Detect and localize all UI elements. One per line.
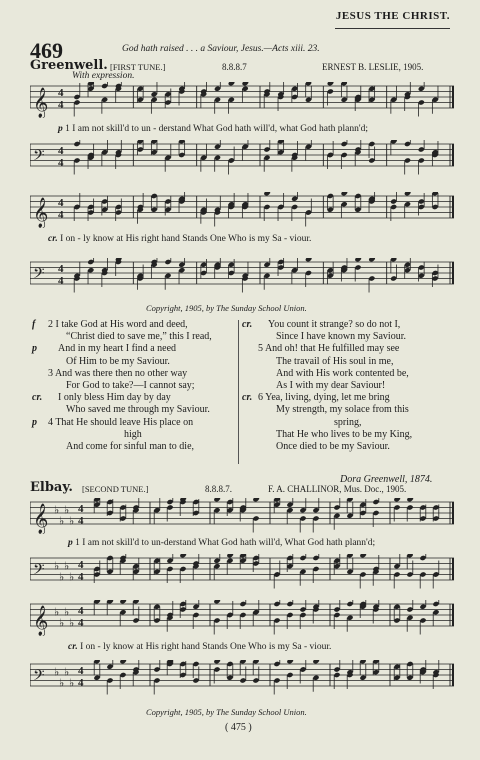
flat-icon: ♭ <box>69 616 75 630</box>
treble-clef-icon: 𝄞 <box>33 88 49 118</box>
verse-number: 5 <box>258 343 263 355</box>
verse-column-divider <box>238 320 239 464</box>
verse-line <box>34 417 234 429</box>
verse-text: You count it strange? so do not I, <box>268 319 401 330</box>
verses-left-column <box>34 319 234 453</box>
time-signature: 4 <box>58 263 64 275</box>
verse-line <box>244 331 454 343</box>
treble-clef-icon: 𝄞 <box>33 198 49 228</box>
verse-line <box>244 441 454 453</box>
time-signature: 4 <box>58 145 64 157</box>
running-title: JESUS THE CHRIST. <box>335 10 450 22</box>
bass-clef-icon: 𝄢 <box>33 265 45 286</box>
verse-line <box>244 319 454 331</box>
flat-icon: ♭ <box>59 514 65 528</box>
verse-text: For God to take?—I cannot say; <box>66 380 195 392</box>
verse-text: And with His work contented be, <box>276 367 409 379</box>
verse-line <box>34 368 234 380</box>
tune2-copyright: Copyright, 1905, by The Sunday School Union. <box>146 707 307 717</box>
verse-line <box>34 356 234 368</box>
verse-line <box>244 392 454 404</box>
time-signature: 4 <box>58 275 64 287</box>
tune2-line2-lyric-row <box>68 642 331 652</box>
verse-line <box>34 392 234 404</box>
time-signature: 4 <box>78 559 84 571</box>
tune1-system1-bass <box>30 140 454 176</box>
tune1-tag: [FIRST TUNE.] <box>110 62 166 72</box>
dynamic-mark: p <box>32 343 37 355</box>
epigraph: God hath raised . . . a Saviour, Jesus.—Acts xiii. 23. <box>122 44 320 54</box>
flat-icon: ♭ <box>64 503 70 517</box>
verse-text: Since I have known my Saviour. <box>276 331 406 343</box>
bass-clef-icon: 𝄢 <box>33 667 45 688</box>
time-signature: 4 <box>78 571 84 583</box>
verse-line <box>34 441 234 453</box>
flat-icon: ♭ <box>69 676 75 690</box>
time-signature: 4 <box>78 677 84 689</box>
tune1-line1-lyric-row <box>58 124 368 134</box>
verse-text: Once died to be my Saviour. <box>276 441 390 453</box>
verses-right-column <box>244 319 454 453</box>
verse-line <box>244 417 454 429</box>
tune1-system2-treble <box>30 192 454 228</box>
tune2-line2-mark: cr. <box>68 642 78 652</box>
verse-text: I take God at His word and deed, <box>55 319 188 330</box>
bass-clef-icon: 𝄢 <box>33 147 45 168</box>
verse-text: That He should leave His place on <box>55 416 194 428</box>
flat-icon: ♭ <box>64 665 70 679</box>
verse-text: “Christ died to save me,” this I read, <box>66 331 212 343</box>
verse-number: 3 <box>48 367 53 379</box>
verse-line <box>244 429 454 441</box>
verse-line <box>244 356 454 368</box>
flat-icon: ♭ <box>69 514 75 528</box>
flat-icon: ♭ <box>64 605 70 619</box>
tune2-line1-mark: p <box>68 538 73 548</box>
tune2-tag: [SECOND TUNE.] <box>82 484 149 494</box>
verse-line <box>34 429 234 441</box>
verse-text: And in my heart I find a need <box>58 343 177 355</box>
time-signature: 4 <box>58 87 64 99</box>
header-rule <box>335 28 450 29</box>
time-signature: 4 <box>78 665 84 677</box>
tune2-meter: 8.8.8.7. <box>205 484 232 494</box>
flat-icon: ♭ <box>59 676 65 690</box>
verse-text: And oh! that He fulfilled may see <box>264 343 400 355</box>
tune1-direction: With expression. <box>72 71 135 81</box>
tune1-composer: ERNEST B. LESLIE, 1905. <box>322 62 424 72</box>
tune1-line2-mark: cr. <box>48 234 58 244</box>
verse-number: 6 <box>258 392 263 404</box>
verse-text: high <box>124 428 142 440</box>
flat-icon: ♭ <box>69 570 75 584</box>
verse-line <box>244 343 454 355</box>
flat-icon: ♭ <box>54 503 60 517</box>
verse-line <box>34 319 234 331</box>
bass-clef-icon: 𝄢 <box>33 561 45 582</box>
dynamic-mark: f <box>32 319 36 330</box>
verse-line <box>34 404 234 416</box>
tune2-line2-lyric: I on - ly know at His right hand Stands One Who is my Sa - viour. <box>80 642 332 652</box>
verse-text: Who saved me through my Saviour. <box>66 404 210 416</box>
verse-number: 4 <box>48 416 53 428</box>
verse-text: And was there then no other way <box>54 367 188 379</box>
dynamic-mark: cr. <box>242 319 253 330</box>
flat-icon: ♭ <box>54 605 60 619</box>
dynamic-mark: cr. <box>242 392 253 404</box>
tune2-line1-lyric: 1 I am not skill'd to un-derstand What God hath will'd, What God hath plann'd; <box>75 538 376 548</box>
verse-line <box>244 380 454 392</box>
tune1-line1-lyric: 1 I am not skill'd to un - derstand What God hath will'd, what God hath plann'd; <box>65 124 368 134</box>
flat-icon: ♭ <box>59 570 65 584</box>
flat-icon: ♭ <box>64 559 70 573</box>
verse-text: My strength, my solace from this <box>276 404 409 416</box>
verse-text: Of Him to be my Saviour. <box>66 355 170 367</box>
dynamic-mark: p <box>32 416 37 428</box>
tune1-line2-lyric: I on - ly know at His right hand Stands One Who is my Sa - viour. <box>60 234 312 244</box>
time-signature: 4 <box>78 503 84 515</box>
dynamic-mark: cr. <box>32 392 43 404</box>
verse-line <box>244 368 454 380</box>
tune2-system1-bass <box>30 554 454 590</box>
verse-line <box>34 343 234 355</box>
tune1-name: Greenwell. <box>30 58 108 73</box>
tune2-composer: F. A. CHALLINOR, Mus. Doc., 1905. <box>268 484 407 494</box>
time-signature: 4 <box>58 197 64 209</box>
flat-icon: ♭ <box>59 616 65 630</box>
treble-clef-icon: 𝄞 <box>33 606 49 636</box>
tune1-system2-bass <box>30 258 454 298</box>
verse-text: Yea, living, dying, let me bring <box>265 392 390 404</box>
verse-number: 2 <box>48 319 53 330</box>
verse-line <box>34 331 234 343</box>
verse-attribution: Dora Greenwell, 1874. <box>340 474 433 485</box>
time-signature: 4 <box>58 99 64 111</box>
verse-text: As I with my dear Saviour! <box>276 380 386 392</box>
time-signature: 4 <box>78 617 84 629</box>
verse-line <box>34 380 234 392</box>
tune2-system2-bass <box>30 660 454 698</box>
flat-icon: ♭ <box>54 559 60 573</box>
verse-text: The travail of His soul in me, <box>276 355 394 367</box>
tune2-name: Elbay. <box>30 480 73 495</box>
flat-icon: ♭ <box>54 665 60 679</box>
verse-text: That He who lives to be my King, <box>276 428 413 440</box>
page-number: ( 475 ) <box>225 722 252 733</box>
hymn-number: 469 <box>30 38 63 63</box>
time-signature: 4 <box>58 209 64 221</box>
tune2-system1-treble <box>30 498 454 534</box>
tune1-line1-mark: p <box>58 124 63 134</box>
verse-line <box>244 404 454 416</box>
time-signature: 4 <box>78 605 84 617</box>
tune1-meter: 8.8.8.7 <box>222 62 247 72</box>
verse-text: I only bless Him day by day <box>58 392 171 404</box>
verse-text: And come for sinful man to die, <box>66 441 195 453</box>
treble-clef-icon: 𝄞 <box>33 504 49 534</box>
tune1-system1-treble <box>30 82 454 118</box>
time-signature: 4 <box>58 157 64 169</box>
tune1-copyright: Copyright, 1905, by The Sunday School Union. <box>146 303 307 313</box>
time-signature: 4 <box>78 515 84 527</box>
verse-text: spring, <box>334 416 362 428</box>
tune1-line2-lyric-row <box>48 234 311 244</box>
tune2-system2-treble <box>30 600 454 636</box>
tune2-line1-lyric-row <box>68 538 375 548</box>
